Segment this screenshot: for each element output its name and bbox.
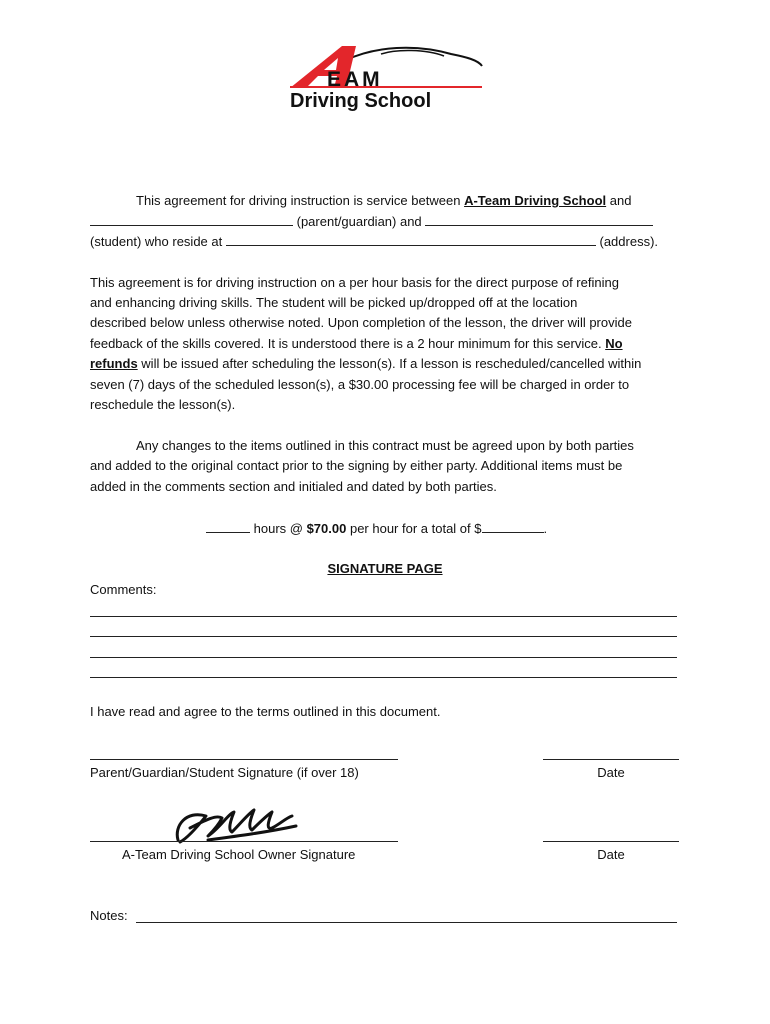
logo-word: EAM — [327, 68, 383, 91]
hourly-price: $70.00 — [306, 521, 347, 536]
address-field[interactable] — [226, 233, 596, 246]
logo-subtitle: Driving School — [290, 90, 432, 112]
para1-line-7: reschedule the lesson(s). — [90, 397, 236, 412]
notes-line[interactable] — [136, 922, 677, 923]
parent-guardian-field[interactable] — [90, 213, 293, 226]
intro-line-1: This agreement for driving instruction is service between A-Team Driving School and — [136, 193, 632, 208]
parent-date-label: Date — [597, 765, 625, 780]
intro-line-3: (student) who reside at (address). — [90, 234, 659, 249]
comments-line-4[interactable] — [90, 677, 677, 678]
owner-signature-label: A-Team Driving School Owner Signature — [122, 847, 356, 862]
para1-line-3: described below unless otherwise noted. Upon completion of the lesson, the driver will provide — [90, 315, 632, 330]
agree-statement: I have read and agree to the terms outlined in this document. — [90, 704, 441, 719]
para2-line-3: added in the comments section and initialed and dated by both parties. — [90, 479, 497, 494]
comments-label: Comments: — [90, 582, 157, 597]
comments-line-3[interactable] — [90, 657, 677, 658]
parent-date-line[interactable] — [543, 759, 679, 760]
signature-page-title: SIGNATURE PAGE — [327, 561, 443, 576]
comments-line-1[interactable] — [90, 616, 677, 617]
school-logo — [286, 42, 486, 117]
para2-line-1: Any changes to the items outlined in this contract must be agreed upon by both parties — [136, 438, 634, 453]
parent-signature-line[interactable] — [90, 759, 398, 760]
owner-date-line[interactable] — [543, 841, 679, 842]
student-name-field[interactable] — [425, 213, 653, 226]
owner-signature-line[interactable] — [90, 841, 398, 842]
parent-signature-label: Parent/Guardian/Student Signature (if over 18) — [90, 765, 359, 780]
para1-line-1: This agreement is for driving instruction on a per hour basis for the direct purpose of refining — [90, 275, 619, 290]
owner-date-label: Date — [597, 847, 625, 862]
rate-line: hours @ $70.00 per hour for a total of $ . — [206, 520, 547, 537]
para1-line-4: feedback of the skills covered. It is understood there is a 2 hour minimum for this service. No — [90, 336, 623, 351]
comments-line-2[interactable] — [90, 636, 677, 637]
intro-line-2: (parent/guardian) and — [90, 213, 653, 230]
school-name: A-Team Driving School — [464, 193, 607, 208]
para1-line-5: refunds will be issued after scheduling the lesson(s). If a lesson is rescheduled/cancelled within — [90, 356, 642, 371]
total-field[interactable] — [482, 520, 544, 533]
para1-line-6: seven (7) days of the scheduled lesson(s), a $30.00 processing fee will be charged in order to — [90, 377, 630, 392]
notes-label: Notes: — [90, 908, 128, 923]
para1-line-2: and enhancing driving skills. The student will be picked up/dropped off at the location — [90, 295, 578, 310]
para2-line-2: and added to the original contact prior to the signing by either party. Additional items must be — [90, 458, 623, 473]
hours-field[interactable] — [206, 520, 250, 533]
